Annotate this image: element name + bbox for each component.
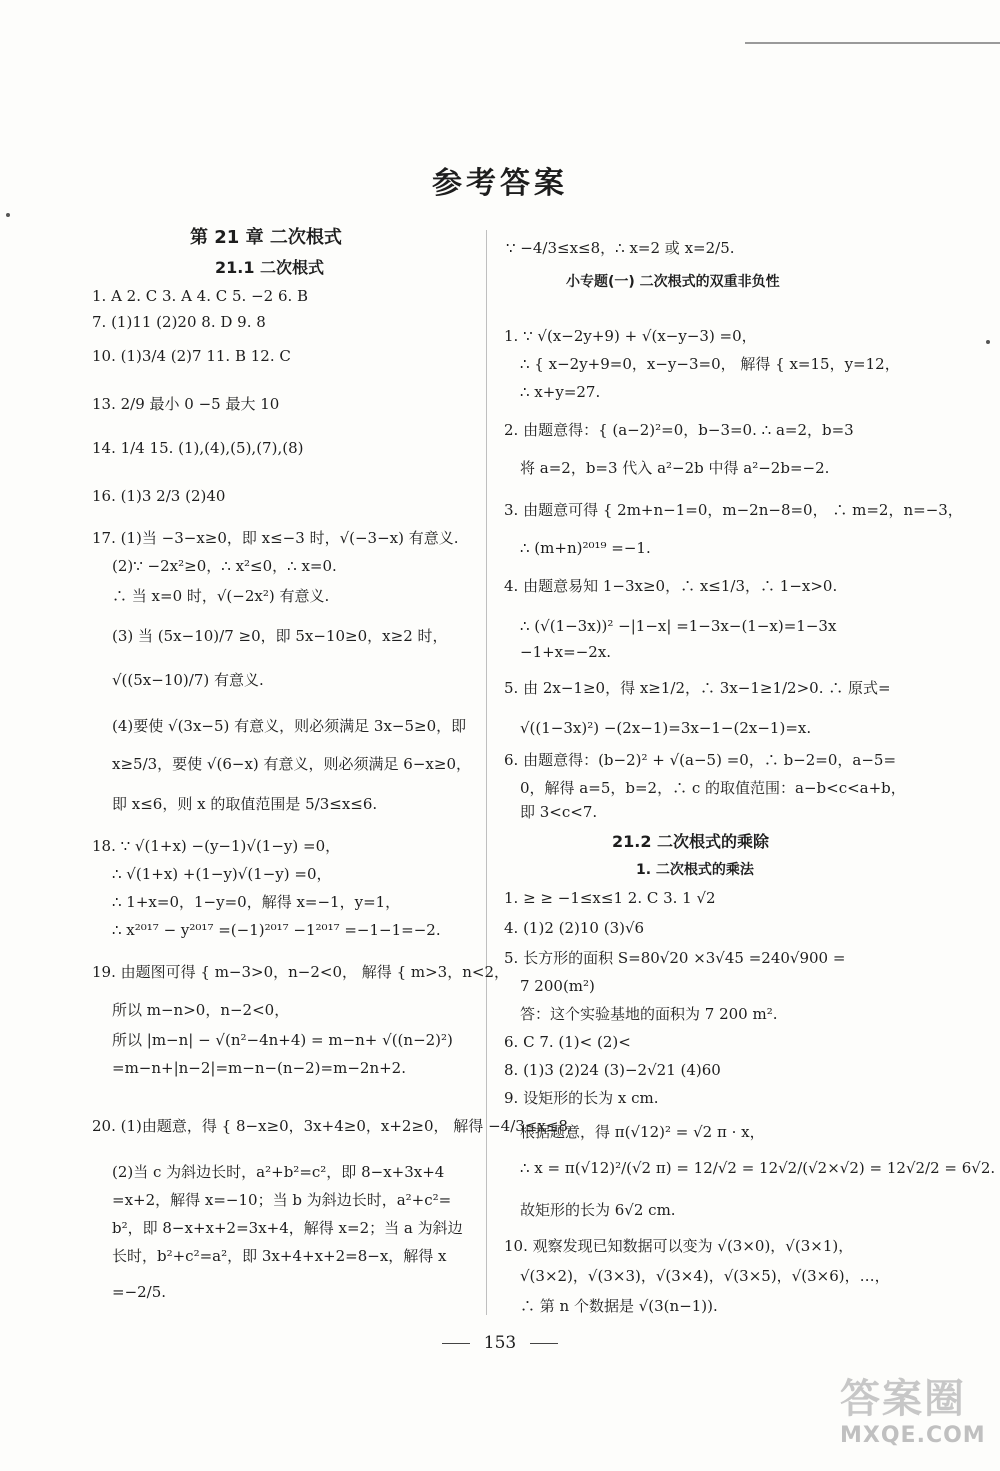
column-divider <box>486 230 487 1315</box>
answer-line: ∴ x = π(√12)²/(√2 π) = 12/√2 = 12√2/(√2×√2) = 12√2/2 = 6√2. <box>520 1159 996 1177</box>
answer-line: (2)当 c 为斜边长时，a²+b²=c²，即 8−x+3x+4 <box>112 1163 445 1181</box>
scan-speck <box>986 340 990 344</box>
answer-line: ∴ x+y=27. <box>520 383 601 401</box>
answer-line: ∵ −4/3≤x≤8，∴ x=2 或 x=2/5. <box>506 239 735 257</box>
watermark-logo <box>840 1375 990 1465</box>
answer-line: 4. (1)2 (2)10 (3)√6 <box>504 919 645 937</box>
answer-line: 7 200(m²) <box>520 977 595 995</box>
answer-line: √((1−3x)²) −(2x−1)=3x−1−(2x−1)=x. <box>520 719 812 737</box>
page-title: 参考答案 <box>432 166 568 201</box>
answer-line: −1+x=−2x. <box>520 643 612 661</box>
answer-line: =−2/5. <box>112 1283 167 1301</box>
answer-line: (3) 当 (5x−10)/7 ≥0，即 5x−10≥0，x≥2 时， <box>112 627 448 645</box>
dash-left <box>442 1343 470 1344</box>
answer-line: 4. 由题意易知 1−3x≥0，∴ x≤1/3，∴ 1−x>0. <box>504 577 838 595</box>
watermark-bottom-text: MXQE.COM <box>840 1423 986 1448</box>
section-heading: 21.1 二次根式 <box>215 258 325 277</box>
answer-line: 19. 由题图可得 { m−3>0，n−2<0， 解得 { m>3，n<2， <box>92 963 509 981</box>
answer-line: 3. 由题意可得 { 2m+n−1=0，m−2n−8=0， ∴ m=2，n=−3， <box>504 501 963 519</box>
answer-line: 1. ≥ ≥ −1≤x≤1 2. C 3. 1 √2 <box>504 889 716 907</box>
scan-speck <box>6 213 10 217</box>
answer-line: 16. (1)3 2/3 (2)40 <box>92 487 226 505</box>
answer-line: 17. (1)当 −3−x≥0，即 x≤−3 时，√(−3−x) 有意义. <box>92 529 459 547</box>
dash-right <box>530 1343 558 1344</box>
answer-line: 长时，b²+c²=a²，即 3x+4+x+2=8−x，解得 x <box>112 1247 447 1265</box>
answer-line: 即 3<c<7. <box>520 803 598 821</box>
answer-line: 0，解得 a=5，b=2，∴ c 的取值范围：a−b<c<a+b， <box>520 779 906 797</box>
answer-line: ∴ 当 x=0 时，√(−2x²) 有意义. <box>112 587 330 605</box>
answer-line: ∴ (m+n)²⁰¹⁹ =−1. <box>520 539 651 557</box>
answer-line: ∴ 第 n 个数据是 √(3(n−1)). <box>520 1297 718 1315</box>
answer-line: 9. 设矩形的长为 x cm. <box>504 1089 659 1107</box>
answer-line: 1. ∵ √(x−2y+9) + √(x−y−3) =0， <box>504 327 757 345</box>
answer-line: =m−n+|n−2|=m−n−(n−2)=m−2n+2. <box>112 1059 406 1077</box>
answer-line: (4)要使 √(3x−5) 有意义，则必须满足 3x−5≥0，即 <box>112 717 467 735</box>
answer-line: 14. 1/4 15. (1),(4),(5),(7),(8) <box>92 439 304 457</box>
answer-line: 根据题意，得 π(√12)² = √2 π · x， <box>520 1123 765 1141</box>
answer-line: 7. (1)11 (2)20 8. D 9. 8 <box>92 313 266 331</box>
answer-line: ∴ (√(1−3x))² −|1−x| =1−3x−(1−x)=1−3x <box>520 617 837 635</box>
page-number <box>0 1333 1000 1353</box>
answer-line: 5. 由 2x−1≥0，得 x≥1/2，∴ 3x−1≥1/2>0. ∴ 原式= <box>504 679 891 697</box>
section-heading: 21.2 二次根式的乘除 <box>612 832 770 851</box>
answer-line: 答：这个实验基地的面积为 7 200 m². <box>520 1005 778 1023</box>
answer-line: ∴ x²⁰¹⁷ − y²⁰¹⁷ =(−1)²⁰¹⁷ −1²⁰¹⁷ =−1−1=−2. <box>112 921 441 939</box>
answer-line: b²，即 8−x+x+2=3x+4，解得 x=2；当 a 为斜边 <box>112 1219 463 1237</box>
answer-line: 10. (1)3/4 (2)7 11. B 12. C <box>92 347 291 365</box>
answer-line: 6. C 7. (1)< (2)< <box>504 1033 631 1051</box>
answer-line: ∴ √(1+x) +(1−y)√(1−y) =0， <box>112 865 332 883</box>
answer-line: 将 a=2，b=3 代入 a²−2b 中得 a²−2b=−2. <box>520 459 830 477</box>
answer-line: √((5x−10)/7) 有意义. <box>112 671 264 689</box>
answer-line: 所以 m−n>0，n−2<0， <box>112 1001 290 1019</box>
answer-line: 所以 |m−n| − √(n²−4n+4) = m−n+ √((n−2)²) <box>112 1031 453 1049</box>
subsection-heading: 1. 二次根式的乘法 <box>636 862 754 878</box>
answer-line: 1. A 2. C 3. A 4. C 5. −2 6. B <box>92 287 309 305</box>
answer-line: 5. 长方形的面积 S=80√20 ×3√45 =240√900 = <box>504 949 846 967</box>
top-rule <box>745 42 1000 44</box>
answer-line: x≥5/3，要使 √(6−x) 有意义，则必须满足 6−x≥0， <box>112 755 471 773</box>
subtopic-heading: 小专题(一) 二次根式的双重非负性 <box>566 274 780 290</box>
answer-line: 即 x≤6，则 x 的取值范围是 5/3≤x≤6. <box>112 795 378 813</box>
watermark-top-text: 答案圈 <box>840 1376 966 1422</box>
answer-line: 10. 观察发现已知数据可以变为 √(3×0)，√(3×1)， <box>504 1237 854 1255</box>
answer-line: 故矩形的长为 6√2 cm. <box>520 1201 676 1219</box>
answer-line: 13. 2/9 最小 0 −5 最大 10 <box>92 395 280 413</box>
answer-line: 20. (1)由题意，得 { 8−x≥0，3x+4≥0，x+2≥0， 解得 −4/3≤x≤8. <box>92 1117 573 1135</box>
answer-line: (2)∵ −2x²≥0，∴ x²≤0，∴ x=0. <box>112 557 337 575</box>
page-number-value: 153 <box>483 1333 517 1353</box>
answer-line: 8. (1)3 (2)24 (3)−2√21 (4)60 <box>504 1061 721 1079</box>
answer-line: √(3×2)，√(3×3)，√(3×4)，√(3×5)，√(3×6)，…， <box>520 1267 890 1285</box>
answer-line: 18. ∵ √(1+x) −(y−1)√(1−y) =0， <box>92 837 341 855</box>
answer-line: =x+2，解得 x=−10；当 b 为斜边长时，a²+c²= <box>112 1191 452 1209</box>
chapter-heading: 第 21 章 二次根式 <box>190 227 342 248</box>
answer-line: ∴ 1+x=0，1−y=0，解得 x=−1，y=1， <box>112 893 401 911</box>
answer-line: ∴ { x−2y+9=0，x−y−3=0， 解得 { x=15，y=12， <box>520 355 900 373</box>
answer-line: 6. 由题意得：(b−2)² + √(a−5) =0，∴ b−2=0，a−5= <box>504 751 897 769</box>
answer-line: 2. 由题意得：{ (a−2)²=0，b−3=0. ∴ a=2，b=3 <box>504 421 854 439</box>
